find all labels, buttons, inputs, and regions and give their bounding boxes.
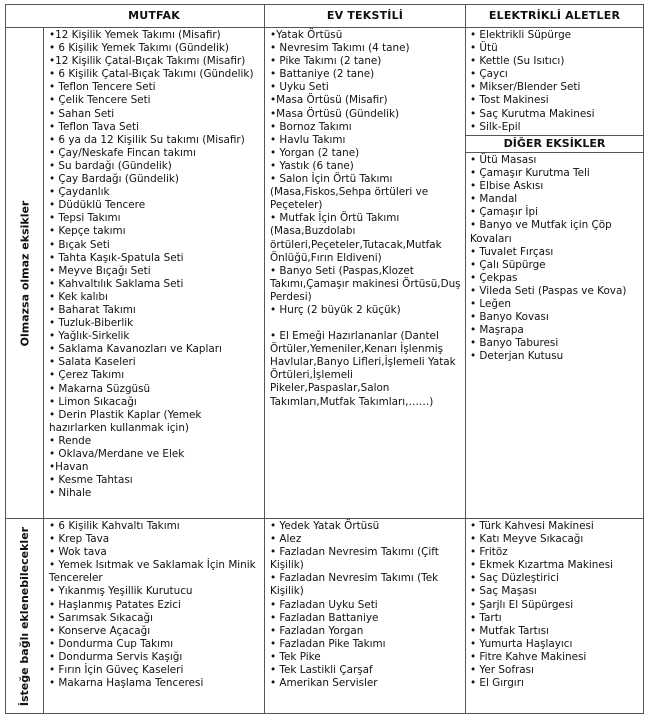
list-item: • Banyo Taburesi xyxy=(470,337,559,350)
list-item: • Fazladan Battaniye xyxy=(270,611,379,624)
list-item: • Tepsi Takımı xyxy=(49,212,121,225)
list-item: • Çay Bardağı (Gündelik) xyxy=(49,173,179,186)
list-item: • Tuzluk-Biberlik xyxy=(49,317,134,330)
list-item: • Banyo ve Mutfak için Çöp Kovaları xyxy=(470,219,612,245)
list-item: • Ekmek Kızartma Makinesi xyxy=(470,559,614,572)
row-label-olmazsa-olmaz xyxy=(6,28,43,518)
list-item: • Fazladan Nevresim Takımı (Tek Kişilik) xyxy=(270,572,439,598)
list-item: • Havlu Takımı xyxy=(270,133,346,146)
list-item: • Yumurta Haşlayıcı xyxy=(470,637,573,650)
list-item: • 6 Kişilik Yemek Takımı (Gündelik) xyxy=(49,42,229,55)
list-item: • Dondurma Servis Kaşığı xyxy=(49,650,183,663)
list-item: • Tartı xyxy=(470,611,502,624)
list-item: • Çerez Takımı xyxy=(49,369,125,382)
list-item: • Çamaşır İpi xyxy=(470,206,538,219)
list-item: • Tost Makinesi xyxy=(470,94,549,107)
list-item: • Kek kalıbı xyxy=(49,290,108,303)
diger-divider-bottom xyxy=(465,152,643,153)
list-item: • Rende xyxy=(49,434,92,447)
list-item: • Salata Kaseleri xyxy=(49,356,136,369)
ev-tekstili-required-list xyxy=(270,29,462,409)
list-item: • Kesme Tahtası xyxy=(49,474,133,487)
list-item: • Çalı Süpürge xyxy=(470,258,546,271)
list-item: • Yağlık-Sirkelik xyxy=(49,330,130,343)
list-item: • Pike Takımı (2 tane) xyxy=(270,55,382,68)
list-item: • Wok tava xyxy=(49,546,107,559)
list-item: •Masa Örtüsü (Misafir) xyxy=(270,94,388,107)
list-item: • Yıkanmış Yeşillik Kurutucu xyxy=(49,585,193,598)
list-item: • Mandal xyxy=(470,193,518,206)
list-item: • Yer Sofrası xyxy=(470,664,534,677)
list-item: • Banyo Kovası xyxy=(470,311,549,324)
list-item: • Amerikan Servisler xyxy=(270,677,378,690)
mutfak-required-list xyxy=(49,29,261,500)
list-item: • Makarna Haşlama Tenceresi xyxy=(49,677,204,690)
section-divider xyxy=(6,518,643,519)
header-elektrikli-aletler: ELEKTRİKLİ ALETLER xyxy=(488,9,621,22)
header-ev-tekstili: EV TEKSTİLİ xyxy=(326,9,404,22)
list-item: • Mikser/Blender Seti xyxy=(470,81,581,94)
list-item: • Makarna Süzgüsü xyxy=(49,382,151,395)
list-item: • Tek Pike xyxy=(270,650,321,663)
list-item: • Silk-Epil xyxy=(470,120,521,133)
list-item: • Fazladan Nevresim Takımı (Çift Kişilik) xyxy=(270,546,439,572)
list-item: • Maşrapa xyxy=(470,324,524,337)
list-item: • Düdüklü Tencere xyxy=(49,199,146,212)
list-item: • Konserve Açacağı xyxy=(49,624,151,637)
list-item: • Salon İçin Örtü Takımı (Masa,Fiskos,Sehpa örtüleri ve Peçeteler) xyxy=(270,173,429,212)
row-label-istege-bagli xyxy=(6,519,43,713)
list-item: • Tek Lastikli Çarşaf xyxy=(270,664,373,677)
list-item: • Çelik Tencere Seti xyxy=(49,94,151,107)
list-item: • El Emeği Hazırlananlar (Dantel Örtüler,Yemeniler,Kenarı İşlenmiş Havlular,Banyo Lifleri,İşlemeli Yatak Örtüleri,İşlemeli Pikeler,Paspaslar,Salon Takımları,Mutfak Takımları,……) xyxy=(270,330,456,408)
list-item: • Bornoz Takımı xyxy=(270,120,352,133)
list-item: • Çamaşır Kurutma Teli xyxy=(470,167,590,180)
list-item: • Alez xyxy=(270,533,302,546)
list-item: • Vileda Seti (Paspas ve Kova) xyxy=(470,284,627,297)
list-item: • Fazladan Pike Takımı xyxy=(270,637,386,650)
list-item: • Kepçe takımı xyxy=(49,225,126,238)
list-item: •12 Kişilik Yemek Takımı (Misafir) xyxy=(49,29,221,41)
mutfak-column-divider xyxy=(264,5,265,713)
list-item: • Yedek Yatak Örtüsü xyxy=(270,520,380,532)
list-item: • Teflon Tencere Seti xyxy=(49,81,156,94)
list-item: • Kettle (Su Isıtıcı) xyxy=(470,55,565,68)
list-item: • Fitre Kahve Makinesi xyxy=(470,650,587,663)
mutfak-optional-list xyxy=(49,520,261,690)
elektrikli-required-list xyxy=(470,29,640,134)
row-label-istege-text: İsteğe bağlı eklenebilecekler xyxy=(18,526,32,706)
header-divider xyxy=(6,27,643,28)
checklist-table xyxy=(5,4,644,714)
list-item: •Havan xyxy=(49,461,89,474)
list-item: • Sahan Seti xyxy=(49,107,115,120)
list-item: • Kahvaltılık Saklama Seti xyxy=(49,277,184,290)
list-item: • Yorgan (2 tane) xyxy=(270,146,360,159)
list-item: • Katı Meyve Sıkacağı xyxy=(470,533,584,546)
list-item: • Saç Düzleştirici xyxy=(470,572,559,585)
elektrikli-optional-list xyxy=(470,520,640,690)
list-item: • Sarımsak Sıkacağı xyxy=(49,611,154,624)
list-item: •Yatak Örtüsü xyxy=(270,29,343,41)
header-diger-eksikler: DİĞER EKSİKLER xyxy=(503,137,606,150)
list-item: • Saç Maşası xyxy=(470,585,537,598)
list-item: • Fritöz xyxy=(470,546,508,559)
list-item: • Mutfak Tartısı xyxy=(470,624,549,637)
list-item: • Uyku Seti xyxy=(270,81,329,94)
list-item: • Çay/Neskafe Fincan takımı xyxy=(49,146,196,159)
list-item: • Banyo Seti (Paspas,Klozet Takımı,Çamaşır makinesi Örtüsü,Duş Perdesi) xyxy=(270,264,461,303)
list-item: • Haşlanmış Patates Ezici xyxy=(49,598,181,611)
list-item: • Tahta Kaşık-Spatula Seti xyxy=(49,251,184,264)
list-item: • Saç Kurutma Makinesi xyxy=(470,107,595,120)
list-item: • Saklama Kavanozları ve Kapları xyxy=(49,343,222,356)
list-item: • Tuvalet Fırçası xyxy=(470,245,554,258)
list-item: •Masa Örtüsü (Gündelik) xyxy=(270,107,400,120)
list-item: • Nevresim Takımı (4 tane) xyxy=(270,42,410,55)
list-item: • 6 Kişilik Kahvaltı Takımı xyxy=(49,520,180,532)
row-label-olmazsa-text: Olmazsa olmaz eksikler xyxy=(18,200,31,346)
list-item: • Şarjlı El Süpürgesi xyxy=(470,598,574,611)
list-item: • Elektrikli Süpürge xyxy=(470,29,572,41)
list-item: • Çaydanlık xyxy=(49,186,110,199)
list-item: • Ütü Masası xyxy=(470,154,537,166)
list-item: • Fazladan Uyku Seti xyxy=(270,598,378,611)
list-item: • 6 ya da 12 Kişilik Su takımı (Misafir) xyxy=(49,133,245,146)
list-item: • Hurç (2 büyük 2 küçük) xyxy=(270,303,401,316)
list-item: • Çaycı xyxy=(470,68,508,81)
list-item: • Oklava/Merdane ve Elek xyxy=(49,448,185,460)
list-item: • Yastık (6 tane) xyxy=(270,159,354,172)
list-item: • Limon Sıkacağı xyxy=(49,395,137,408)
list-item: • Su bardağı (Gündelik) xyxy=(49,159,172,172)
list-item: • Battaniye (2 tane) xyxy=(270,68,375,81)
list-item: • Bıçak Seti xyxy=(49,238,110,251)
list-item xyxy=(270,317,462,330)
diger-required-list xyxy=(470,154,640,364)
list-item: • El Gırgırı xyxy=(470,677,524,690)
list-item: • Derin Plastik Kaplar (Yemek hazırlarken kullanmak için) xyxy=(49,408,202,434)
list-item: • Baharat Takımı xyxy=(49,303,136,316)
list-item: • Dondurma Cup Takımı xyxy=(49,637,174,650)
list-item: • 6 Kişilik Çatal-Bıçak Takımı (Gündelik) xyxy=(49,68,254,81)
list-item: • Meyve Bıçağı Seti xyxy=(49,264,151,277)
ev-column-divider xyxy=(465,5,466,713)
list-item: • Türk Kahvesi Makinesi xyxy=(470,520,594,532)
ev-tekstili-optional-list xyxy=(270,520,462,690)
list-item: • Yemek Isıtmak ve Saklamak İçin Minik Tencereler xyxy=(49,559,256,585)
list-item: • Leğen xyxy=(470,298,512,311)
list-item: • Teflon Tava Seti xyxy=(49,120,139,133)
list-item: • Çekpas xyxy=(470,271,518,284)
list-item: • Fazladan Yorgan xyxy=(270,624,364,637)
list-item: • Mutfak İçin Örtü Takımı (Masa,Buzdolabı örtüleri,Peçeteler,Tutacak,Mutfak Önlüğü,Fırın Eldiveni) xyxy=(270,212,442,264)
list-item: • Ütü xyxy=(470,42,498,55)
list-item: • Fırın İçin Güveç Kaseleri xyxy=(49,664,184,677)
list-item: •12 Kişilik Çatal-Bıçak Takımı (Misafir) xyxy=(49,55,246,68)
list-item: • Nihale xyxy=(49,487,92,500)
label-column-divider xyxy=(43,27,44,713)
header-mutfak: MUTFAK xyxy=(128,9,180,22)
list-item: • Deterjan Kutusu xyxy=(470,350,564,363)
list-item: • Elbise Askısı xyxy=(470,180,544,193)
list-item: • Krep Tava xyxy=(49,533,110,546)
